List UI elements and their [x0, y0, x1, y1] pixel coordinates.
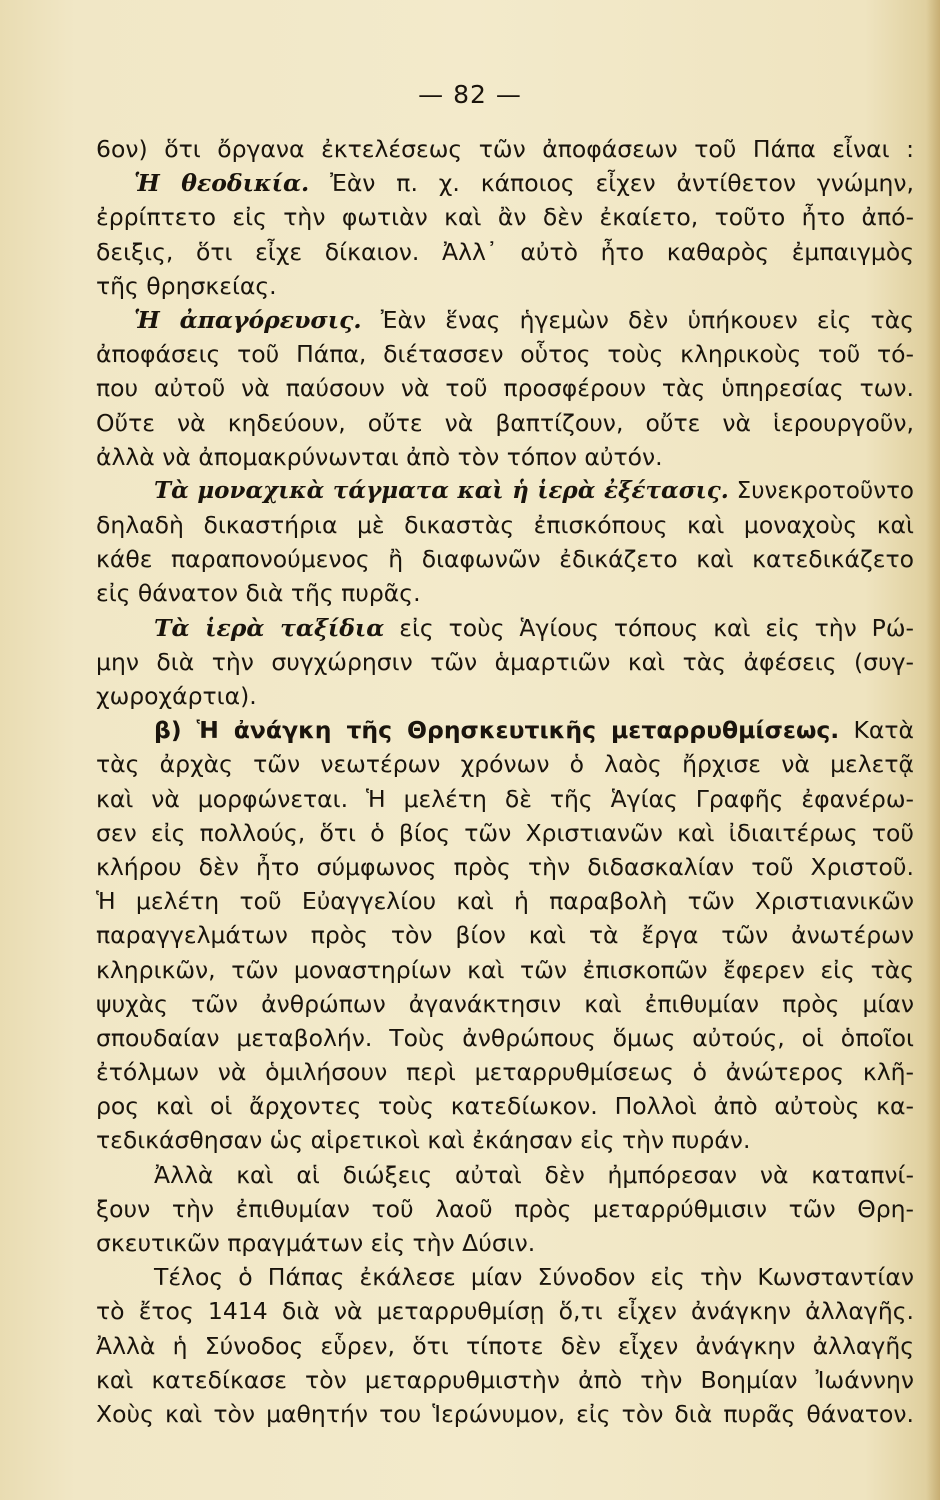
- section-heading-theodikia: Ἡ θεοδικία.: [134, 169, 310, 198]
- text-line: καὶ νὰ μορφώνεται. Ἡ μελέτη δὲ τῆς Ἁγίας Γραφῆς ἐφανέρω-: [96, 784, 914, 813]
- text-line: ξουν τὴν ἐπιθυμίαν τοῦ λαοῦ πρὸς μεταρρύθμισιν τῶν Θρη-: [96, 1194, 914, 1223]
- page-edge-shadow: [926, 0, 940, 1500]
- text-line: Τέλος ὁ Πάπας ἐκάλεσε μίαν Σύνοδον εἰς τὴν Κωνσταντίαν: [154, 1263, 914, 1292]
- text-line: τῆς θρησκείας.: [96, 271, 277, 300]
- text-line: χωροχάρτια).: [96, 682, 257, 710]
- text-line: τὸ ἔτος 1414 διὰ νὰ μεταρρυθμίσῃ ὅ,τι εἶχεν ἀνάγκην ἀλλαγῆς.: [96, 1297, 914, 1326]
- text-line: Ἀλλὰ ἡ Σύνοδος εὗρεν, ὅτι τίποτε δὲν εἶχεν ἀνάγκην ἀλλαγῆς: [96, 1331, 914, 1360]
- section-heading-holy-journeys: Τὰ ἱερὰ ταξίδια: [154, 613, 385, 642]
- text-line: μην διὰ τὴν συγχώρησιν τῶν ἁμαρτιῶν καὶ τὰς ἀφέσεις (συγ-: [96, 647, 914, 676]
- text-line: Οὔτε νὰ κηδεύουν, οὔτε νὰ βαπτίζουν, οὔτε νὰ ἱερουργοῦν,: [96, 408, 914, 437]
- text-line: Τὰ μοναχικὰ τάγματα καὶ ἡ ἱερὰ ἐξέτασις. Συνεκροτοῦντο: [154, 476, 914, 504]
- section-heading-reform-need: β) Ἡ ἀνάγκη τῆς Θρησκευτικῆς μεταρρυθμίσεως.: [154, 716, 840, 745]
- section-heading-monastic-orders: Τὰ μοναχικὰ τάγματα καὶ ἡ ἱερὰ ἐξέτασις.: [154, 476, 729, 504]
- text-line: εἰς θάνατον διὰ τῆς πυρᾶς.: [96, 579, 421, 608]
- body-text: [96, 132, 914, 1431]
- text-line: Τὰ ἱερὰ ταξίδια εἰς τοὺς Ἁγίους τόπους καὶ εἰς τὴν Ρώ-: [154, 613, 914, 642]
- text-line: Ἀλλὰ καὶ αἱ διώξεις αὐταὶ δὲν ἠμπόρεσαν νὰ καταπνί-: [154, 1160, 914, 1189]
- text-line: β) Ἡ ἀνάγκη τῆς Θρησκευτικῆς μεταρρυθμίσεως. Κατὰ: [154, 716, 914, 745]
- page-number: — 82 —: [418, 80, 522, 109]
- text-line: σπουδαίαν μεταβολήν. Τοὺς ἀνθρώπους ὅμως αὐτούς, οἱ ὁποῖοι: [96, 1023, 914, 1052]
- text-line: ψυχὰς τῶν ἀνθρώπων ἀγανάκτησιν καὶ ἐπιθυμίαν πρὸς μίαν: [96, 989, 914, 1018]
- section-heading-apagoreusis: Ἡ ἀπαγόρευσις.: [134, 305, 362, 334]
- text-line: 6ον) ὅτι ὄργανα ἐκτελέσεως τῶν ἀποφάσεων τοῦ Πάπα εἶναι :: [96, 135, 914, 163]
- text-line: τὰς ἀρχὰς τῶν νεωτέρων χρόνων ὁ λαὸς ἤρχισε νὰ μελετᾷ: [96, 750, 914, 779]
- text-line: κληρικῶν, τῶν μοναστηρίων καὶ τῶν ἐπισκοπῶν ἔφερεν εἰς τὰς: [96, 955, 914, 984]
- text-line: ἐτόλμων νὰ ὁμιλήσουν περὶ μεταρρυθμίσεως ὁ ἀνώτερος κλῆ-: [96, 1058, 914, 1087]
- text-line: σεν εἰς πολλούς, ὅτι ὁ βίος τῶν Χριστιανῶν καὶ ἰδιαιτέρως τοῦ: [96, 818, 914, 847]
- text-line: ἀποφάσεις τοῦ Πάπα, διέτασσεν οὗτος τοὺς κληρικοὺς τοῦ τό-: [96, 340, 914, 369]
- text-line: κάθε παραπονούμενος ἢ διαφωνῶν ἐδικάζετο καὶ κατεδικάζετο: [96, 545, 914, 574]
- text-line: ρος καὶ οἱ ἄρχοντες τοὺς κατεδίωκον. Πολλοὶ ἀπὸ αὐτοὺς κα-: [96, 1092, 914, 1121]
- text-line: κλήρου δὲν ἦτο σύμφωνος πρὸς τὴν διδασκαλίαν τοῦ Χριστοῦ.: [96, 852, 914, 881]
- text-line: Χοὺς καὶ τὸν μαθητήν του Ἱερώνυμον, εἰς τὸν διὰ πυρᾶς θάνατον.: [96, 1399, 914, 1428]
- text-line: τεδικάσθησαν ὡς αἱρετικοὶ καὶ ἐκάησαν εἰς τὴν πυράν.: [96, 1126, 751, 1155]
- text-line: που αὐτοῦ νὰ παύσουν νὰ τοῦ προσφέρουν τὰς ὑπηρεσίας των.: [96, 374, 914, 403]
- text-line: καὶ κατεδίκασε τὸν μεταρρυθμιστὴν ἀπὸ τὴν Βοημίαν Ἰωάννην: [96, 1365, 914, 1394]
- text-line: Ἡ ἀπαγόρευσις. Ἐὰν ἕνας ἡγεμὼν δὲν ὑπήκουεν εἰς τὰς: [134, 305, 914, 334]
- text-line: σκευτικῶν πραγμάτων εἰς τὴν Δύσιν.: [96, 1229, 536, 1257]
- text-line: Ἡ μελέτη τοῦ Εὐαγγελίου καὶ ἡ παραβολὴ τῶν Χριστιανικῶν: [96, 887, 914, 916]
- text-line: δειξις, ὅτι εἶχε δίκαιον. Ἀλλ᾽ αὐτὸ ἦτο καθαρὸς ἐμπαιγμὸς: [96, 237, 914, 266]
- text-line: Ἡ θεοδικία. Ἐὰν π. χ. κάποιος εἶχεν ἀντίθετον γνώμην,: [134, 169, 914, 198]
- text-line: δηλαδὴ δικαστήρια μὲ δικαστὰς ἐπισκόπους καὶ μοναχοὺς καὶ: [96, 511, 914, 540]
- text-line: παραγγελμάτων πρὸς τὸν βίον καὶ τὰ ἔργα τῶν ἀνωτέρων: [96, 921, 914, 950]
- text-line: ἀλλὰ νὰ ἀπομακρύνωνται ἀπὸ τὸν τόπον αὐτόν.: [96, 442, 663, 471]
- text-line: ἐρρίπτετο εἰς τὴν φωτιὰν καὶ ἂν δὲν ἐκαίετο, τοῦτο ἦτο ἀπό-: [96, 203, 914, 232]
